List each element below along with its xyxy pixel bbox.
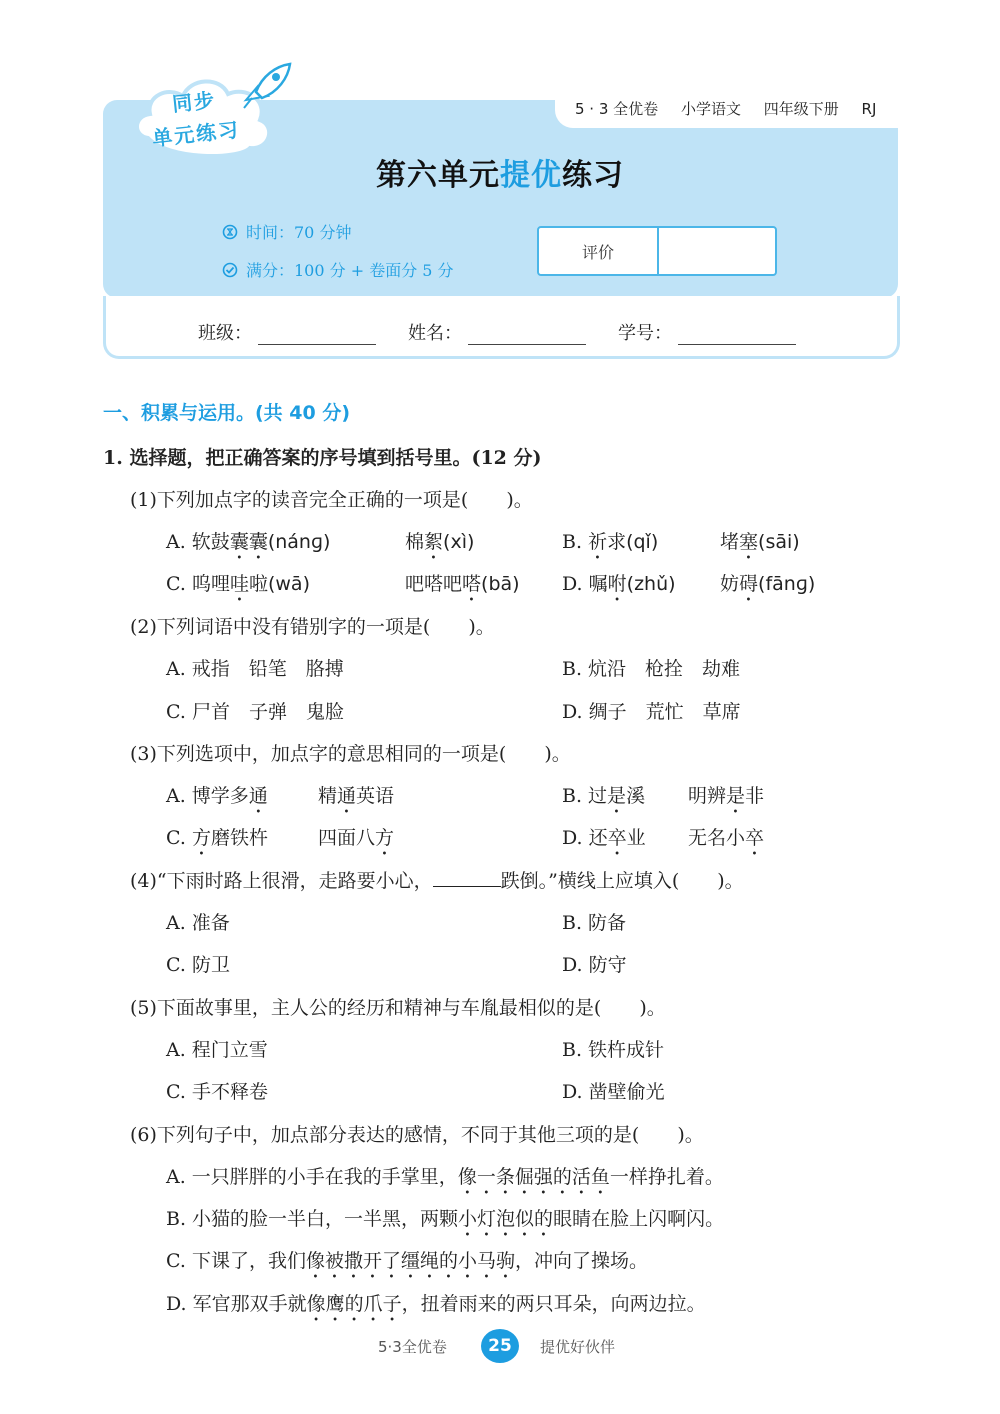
clock-icon <box>222 224 238 240</box>
option-3c-word2: 四面八方 <box>318 827 395 849</box>
option-1c-word2: 吧嗒吧嗒(bā) <box>405 573 520 595</box>
footer-slogan: 提优好伙伴 <box>540 1338 616 1356</box>
score-info <box>222 258 454 281</box>
series-info <box>575 98 894 119</box>
rocket-icon <box>238 60 294 110</box>
option-4c[interactable]: C. 防卫 <box>166 954 230 976</box>
grade: 四年级下册 <box>763 100 839 118</box>
option-6b[interactable]: B. 小猫的脸一半白，一半黑，两颗小灯泡似的眼睛在脸上闪啊闪。 <box>166 1208 725 1230</box>
option-4d[interactable]: D. 防守 <box>562 954 627 976</box>
edition: RJ <box>861 100 877 118</box>
student-id-field[interactable]: 学号： <box>618 319 796 345</box>
option-6d[interactable]: D. 军官那双手就像鹰的爪子，扭着雨来的两只耳朵，向两边拉。 <box>166 1293 706 1315</box>
option-4b[interactable]: B. 防备 <box>562 912 627 934</box>
sub-question-5: (5)下面故事里，主人公的经历和精神与车胤最相似的是( )。 <box>130 997 666 1019</box>
footer-series: 5·3全优卷 <box>378 1338 447 1356</box>
option-1a[interactable]: A. 软鼓囊囊(nánɡ) <box>166 531 331 553</box>
name-field[interactable]: 姓名： <box>408 319 586 345</box>
option-2a[interactable]: A. 戒指 铅笔 胳搏 <box>166 658 344 680</box>
option-2b[interactable]: B. 炕沿 枪拴 劫难 <box>562 658 741 680</box>
evaluation-label: 评价 <box>539 228 659 274</box>
evaluation-field[interactable] <box>659 228 775 274</box>
option-5a[interactable]: A. 程门立雪 <box>166 1039 268 1061</box>
page-title: 第六单元提优练习 <box>376 158 624 193</box>
score-text: 满分：100 分 + 卷面分 5 分 <box>246 261 454 280</box>
page-number: 25 <box>481 1329 519 1363</box>
option-3a-word2: 精通英语 <box>318 785 395 807</box>
evaluation-box <box>537 226 777 276</box>
option-1b[interactable]: B. 祈求(qǐ) <box>562 531 659 553</box>
option-1d-word2: 妨碍(fānɡ) <box>720 573 816 595</box>
time-info <box>222 220 351 243</box>
cloud-text-line2: 单元练习 <box>151 117 242 151</box>
option-1c[interactable]: C. 呜哩哇啦(wā) <box>166 573 310 595</box>
option-3d[interactable]: D. 还卒业 <box>562 827 646 849</box>
option-3a[interactable]: A. 博学多通 <box>166 785 268 807</box>
sub-question-3: (3)下列选项中，加点字的意思相同的一项是( )。 <box>130 743 571 765</box>
option-6a[interactable]: A. 一只胖胖的小手在我的手掌里，像一条倔强的活鱼一样挣扎着。 <box>166 1166 724 1188</box>
option-3c[interactable]: C. 方磨铁杵 <box>166 827 268 849</box>
option-3d-word2: 无名小卒 <box>688 827 765 849</box>
check-icon <box>222 262 238 278</box>
option-3b-word2: 明辨是非 <box>688 785 765 807</box>
cloud-text-line1: 同步 <box>171 87 218 117</box>
option-4a[interactable]: A. 准备 <box>166 912 230 934</box>
option-5d[interactable]: D. 凿壁偷光 <box>562 1081 665 1103</box>
section-title: 一、积累与运用。(共 40 分) <box>103 402 351 424</box>
option-3b[interactable]: B. 过是溪 <box>562 785 646 807</box>
question-1: 1. 选择题，把正确答案的序号填到括号里。(12 分) <box>103 447 542 469</box>
time-text: 时间：70 分钟 <box>246 223 352 242</box>
option-2c[interactable]: C. 尸首 子弹 鬼脸 <box>166 701 344 723</box>
option-1b-word2: 堵塞(sāi) <box>720 531 800 553</box>
option-5c[interactable]: C. 手不释卷 <box>166 1081 268 1103</box>
sub-question-4: (4)“下雨时路上很滑，走路要小心， 跌倒。”横线上应填入( )。 <box>130 870 744 892</box>
series-name: 5 · 3 全优卷 <box>575 100 659 118</box>
option-2d[interactable]: D. 绸子 荒忙 草席 <box>562 701 741 723</box>
fill-blank[interactable] <box>433 868 501 887</box>
sub-question-6: (6)下列句子中，加点部分表达的感情，不同于其他三项的是( )。 <box>130 1124 704 1146</box>
option-6c[interactable]: C. 下课了，我们像被撒开了缰绳的小马驹，冲向了操场。 <box>166 1250 648 1272</box>
subject: 小学语文 <box>680 100 741 118</box>
option-1a-word2: 棉絮(xì) <box>405 531 475 553</box>
option-1d[interactable]: D. 嘱咐(zhǔ) <box>562 573 676 595</box>
option-5b[interactable]: B. 铁杵成针 <box>562 1039 665 1061</box>
class-field[interactable]: 班级： <box>198 319 376 345</box>
sub-question-2: (2)下列词语中没有错别字的一项是( )。 <box>130 616 495 638</box>
sub-question-1: (1)下列加点字的读音完全正确的一项是( )。 <box>130 489 533 511</box>
